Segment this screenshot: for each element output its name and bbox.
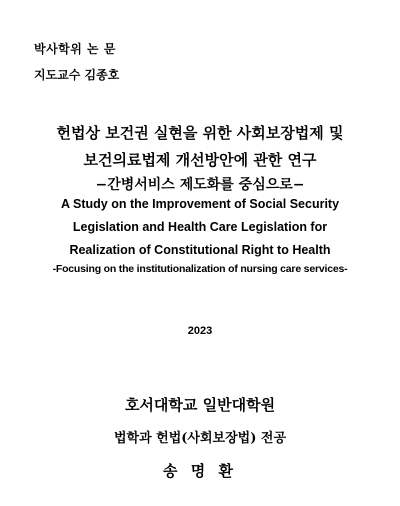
department-major: 법학과 헌법(사회보장법) 전공 bbox=[113, 431, 287, 446]
advisor-label: 지도교수 김종호 bbox=[34, 68, 120, 82]
year: 2023 bbox=[187, 325, 213, 337]
author-name: 송 명 환 bbox=[163, 462, 237, 480]
english-title-line-1: A Study on the Improvement of Social Security bbox=[60, 197, 340, 211]
korean-title-line-1: 헌법상 보건권 실현을 위한 사회보장법제 및 bbox=[56, 124, 344, 142]
english-title-line-3: Realization of Constitutional Right to Health bbox=[69, 243, 331, 257]
degree-label: 박사학위 논 문 bbox=[34, 42, 116, 56]
korean-title-line-2: 보건의료법제 개선방안에 관한 연구 bbox=[83, 151, 317, 169]
english-subtitle: -Focusing on the institutionalization of nursing care services- bbox=[52, 263, 348, 275]
english-title-line-2: Legislation and Health Care Legislation for bbox=[72, 220, 328, 234]
korean-subtitle: −간병서비스 제도화를 중심으로− bbox=[95, 177, 305, 193]
school-name: 호서대학교 일반대학원 bbox=[124, 396, 276, 414]
